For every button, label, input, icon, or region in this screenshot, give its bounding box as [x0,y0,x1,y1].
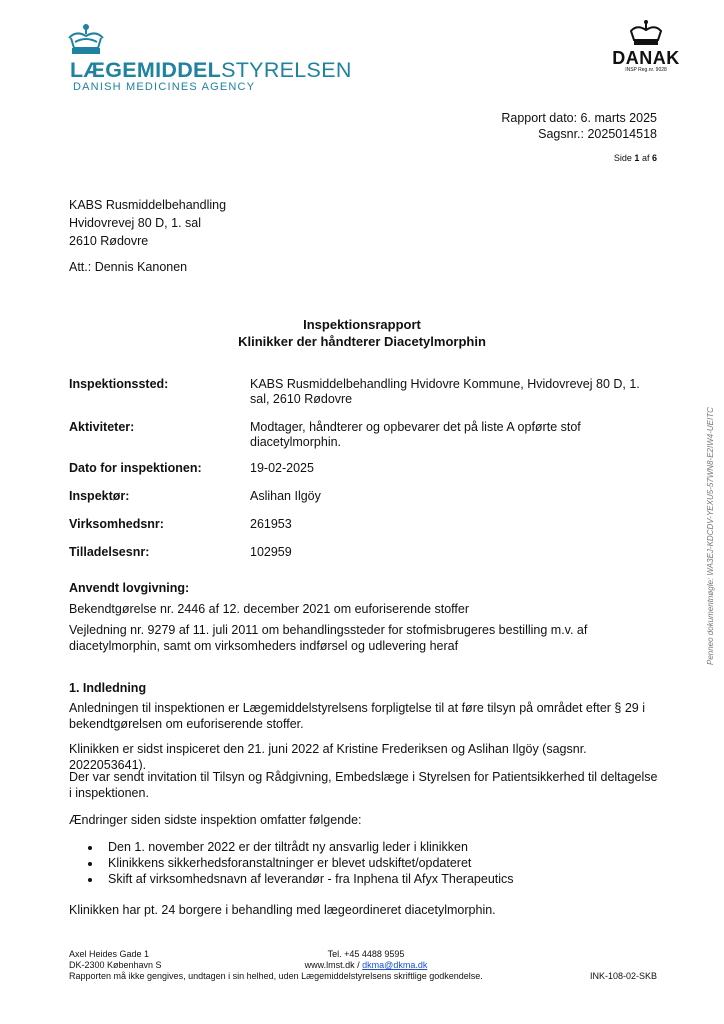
agency-subtitle: DANISH MEDICINES AGENCY [73,81,256,93]
info-value: 261953 [250,517,292,531]
info-label: Inspektør: [69,489,130,503]
footer-address-line: Axel Heides Gade 1 [69,949,150,959]
footer-web: www.lmst.dk / dkma@dkma.dk [304,960,428,970]
info-value: Aslihan Ilgöy [250,489,321,503]
info-value: 102959 [250,545,292,559]
paragraph: Anledningen til inspektionen er Lægemiddelstyrelsens forpligtelse til at føre tilsyn på området efter § 29 i bekendtgørelsen om euforiserende stoffer. [69,701,646,731]
info-label: Aktiviteter: [69,420,135,434]
list-item: • Den 1. november 2022 er der tiltrådt ny ansvarlig leder i klinikken [102,839,692,855]
info-row-activities [69,420,659,450]
info-row-date [69,461,659,476]
list-item: • Klinikkens sikkerhedsforanstaltninger er blevet udskiftet/opdateret [102,855,692,871]
email-link[interactable]: dkma@dkma.dk [362,960,428,970]
title-line-2: Klinikker der håndterer Diacetylmorphin [238,334,486,349]
footer-disclaimer: Rapporten må ikke gengives, undtagen i sin helhed, uden Lægemiddelstyrelsens skriftlige godkendelse. [69,971,483,981]
crown-icon [66,24,106,59]
case-number: Sagsnr.: 2025014518 [538,127,657,141]
form-code: INK-108-02-SKB [589,971,657,981]
legislation-item: Bekendtgørelse nr. 2446 af 12. december 2021 om euforiserende stoffer [69,602,470,616]
paragraph: Ændringer siden sidste inspektion omfatter følgende: [69,813,362,827]
danak-name: DANAK [612,48,680,68]
footer-contact [286,949,446,971]
page-indicator: Side 1 af 6 [613,153,657,163]
address-line: Hvidovrevej 80 D, 1. sal [69,216,202,230]
recipient-address [69,196,226,250]
section-heading: 1. Indledning [69,681,147,695]
title-line-1: Inspektionsrapport [303,317,421,332]
info-label: Tilladelsesnr: [69,545,150,559]
footer-phone: Tel. +45 4488 9595 [327,949,405,959]
info-value: Modtager, håndterer og opbevarer det på liste A opførte stof diacetylmorphin. [250,420,581,449]
info-label: Dato for inspektionen: [69,461,202,475]
legislation-item: Vejledning nr. 9279 af 11. juli 2011 om behandlingssteder for stofmisbrugeres bestilling m.v. af diacetylmorphin, samt om virksomheders indførsel og udlevering heraf [69,623,588,653]
footer-address-line: DK-2300 København S [69,960,162,970]
paragraph: Klinikken har pt. 24 borgere i behandling med lægeordineret diacetylmorphin. [69,903,496,917]
paragraph: Der var sendt invitation til Tilsyn og Rådgivning, Embedslæge i Styrelsen for Patientsikkerhed til deltagelse i inspektionen. [69,770,658,800]
footer-address [69,949,162,971]
info-label: Virksomhedsnr: [69,517,164,531]
info-row-company-no [69,517,659,532]
danak-crown-icon [606,20,686,49]
info-value: 19-02-2025 [250,461,314,475]
report-title [0,316,724,350]
info-row-location [69,377,659,407]
changes-list [69,839,692,887]
list-item: • Skift af virksomhedsnavn af leverandør - fra Inphena til Afyx Therapeutics [102,871,692,887]
paragraph: Klinikken er sidst inspiceret den 21. juni 2022 af Kristine Frederiksen og Aslihan Ilgöy (sagsnr. 2022053641). [69,742,587,772]
attention-line: Att.: Dennis Kanonen [69,260,188,274]
report-date: Rapport dato: 6. marts 2025 [501,111,657,125]
info-row-permit-no [69,545,659,560]
address-line: 2610 Rødovre [69,234,149,248]
info-row-inspector [69,489,659,504]
info-value: KABS Rusmiddelbehandling Hvidovre Kommune, Hvidovrevej 80 D, 1. sal, 2610 Rødovre [250,377,640,406]
danak-logo [606,20,686,73]
agency-name: LÆGEMIDDELSTYRELSEN [70,58,352,82]
danak-reg: INSP Reg.nr. 9028 [625,67,667,73]
document-key-note: Penneo dokumentnøgle: WA3EJ-KDCDV-YEXU5-57WN8-E2IW4-UEITC [706,407,715,665]
legislation-heading: Anvendt lovgivning: [69,581,190,595]
info-label: Inspektionssted: [69,377,169,391]
address-line: KABS Rusmiddelbehandling [69,198,227,212]
